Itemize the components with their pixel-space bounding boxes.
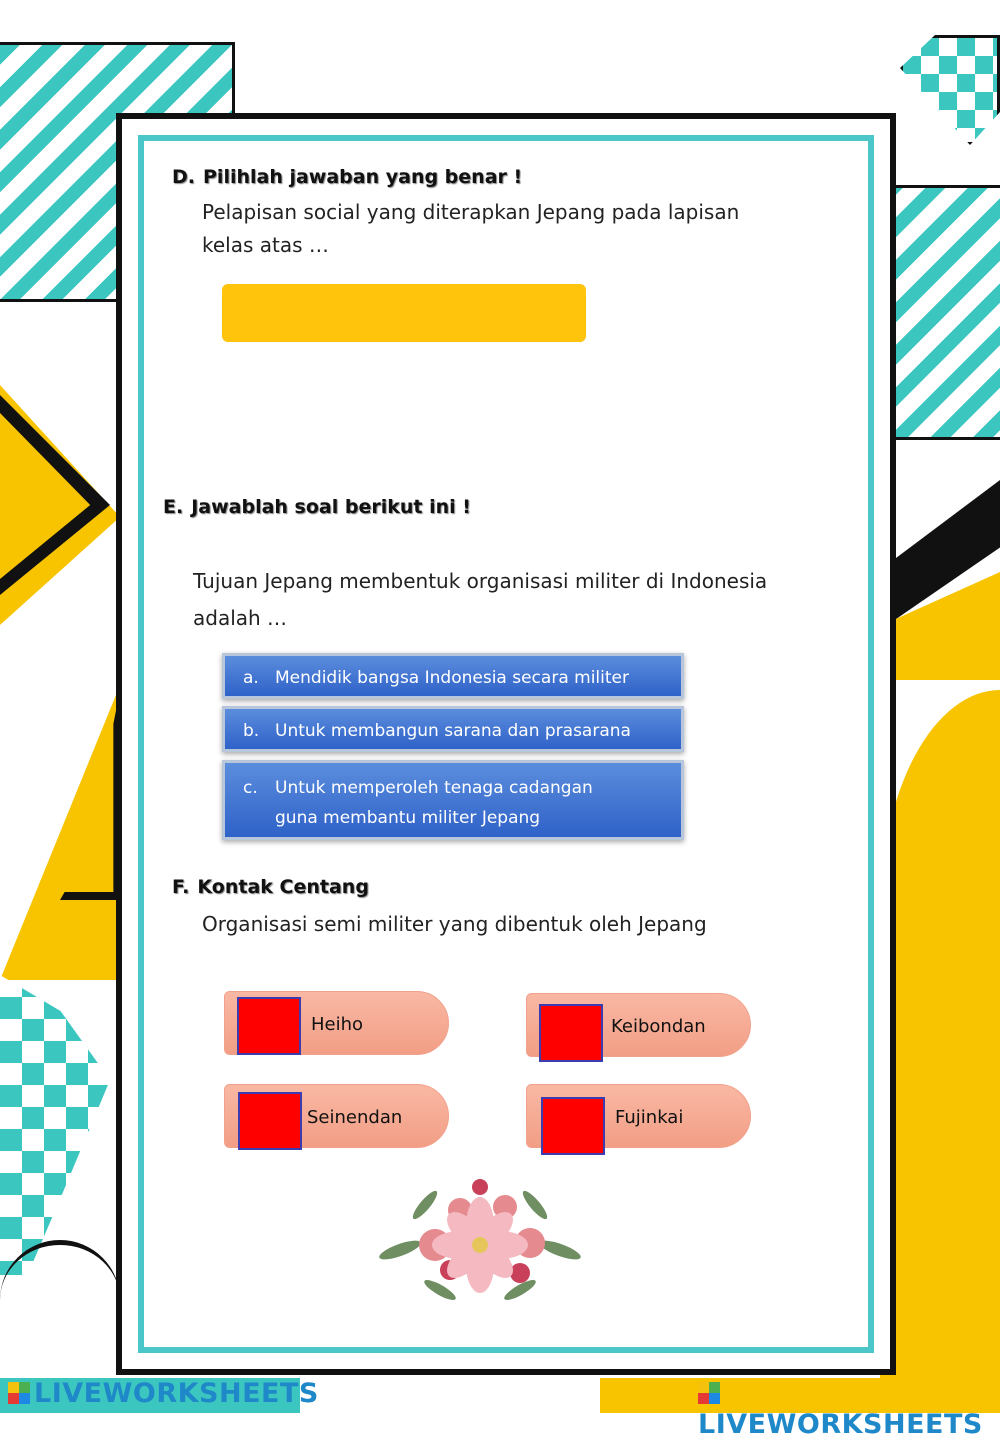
check-item-keibondan [526,993,751,1057]
footer-logo-right [698,1378,1000,1440]
section-d-question-line2: kelas atas … [202,233,329,257]
option-b[interactable] [222,706,684,752]
section-f-question: Organisasi semi militer yang dibentuk oleh Jepang [202,912,707,936]
decorative-yellow-triangle-lower [0,690,118,980]
option-a-text: Mendidik bangsa Indonesia secara militer [275,668,629,688]
decorative-yellow-curve [880,690,1000,1380]
section-e-title-text: Jawablah soal berikut ini ! [191,496,471,518]
section-e-question [193,563,767,637]
section-e-title [163,496,471,518]
checkbox-keibondan[interactable] [539,1004,603,1062]
section-e-letter: E. [163,496,184,518]
section-d-question [202,196,739,262]
option-b-text: Untuk membangun sarana dan prasarana [275,721,631,741]
section-d-title-text: Pilihlah jawaban yang benar ! [203,166,523,188]
option-c-text: Untuk memperoleh tenaga cadangan guna membantu militer Jepang [275,778,593,828]
check-item-fujinkai [526,1084,751,1148]
option-a[interactable] [222,653,684,699]
check-label-fujinkai: Fujinkai [615,1107,684,1128]
decorative-checker-left [0,975,110,1275]
section-e-question-line1: Tujuan Jepang membentuk organisasi militer di Indonesia [193,569,768,593]
option-c[interactable] [222,760,684,840]
checkbox-heiho[interactable] [237,997,301,1055]
option-b-letter: b. [243,721,260,741]
liveworksheets-logo-icon [8,1382,30,1404]
option-a-letter: a. [243,668,259,688]
checkbox-fujinkai[interactable] [541,1097,605,1155]
section-d-letter: D. [172,166,195,188]
flower-bouquet-illustration [380,1165,580,1315]
option-c-letter: c. [243,778,258,798]
check-item-seinendan [224,1084,449,1148]
section-d-question-line1: Pelapisan social yang diterapkan Jepang pada lapisan [202,200,740,224]
footer-logo-left [8,1378,319,1409]
footer-brand-left: LIVEWORKSHEETS [34,1378,319,1409]
section-f-letter: F. [172,876,190,898]
checkbox-seinendan[interactable] [238,1092,302,1150]
check-item-heiho [224,991,449,1055]
decorative-stripe-panel-right [880,185,1000,440]
section-d-answer-dropzone[interactable] [222,284,586,342]
section-f-title-text: Kontak Centang [197,876,369,898]
decorative-checker-top-right [900,35,1000,145]
check-label-keibondan: Keibondan [611,1016,706,1037]
liveworksheets-logo-icon [698,1382,720,1404]
section-e-question-line2: adalah … [193,606,288,630]
check-label-heiho: Heiho [311,1014,364,1035]
section-d-title [172,166,522,188]
footer-brand-right: LIVEWORKSHEETS [698,1409,983,1440]
section-f-title [172,876,369,898]
check-label-seinendan: Seinendan [307,1107,403,1128]
